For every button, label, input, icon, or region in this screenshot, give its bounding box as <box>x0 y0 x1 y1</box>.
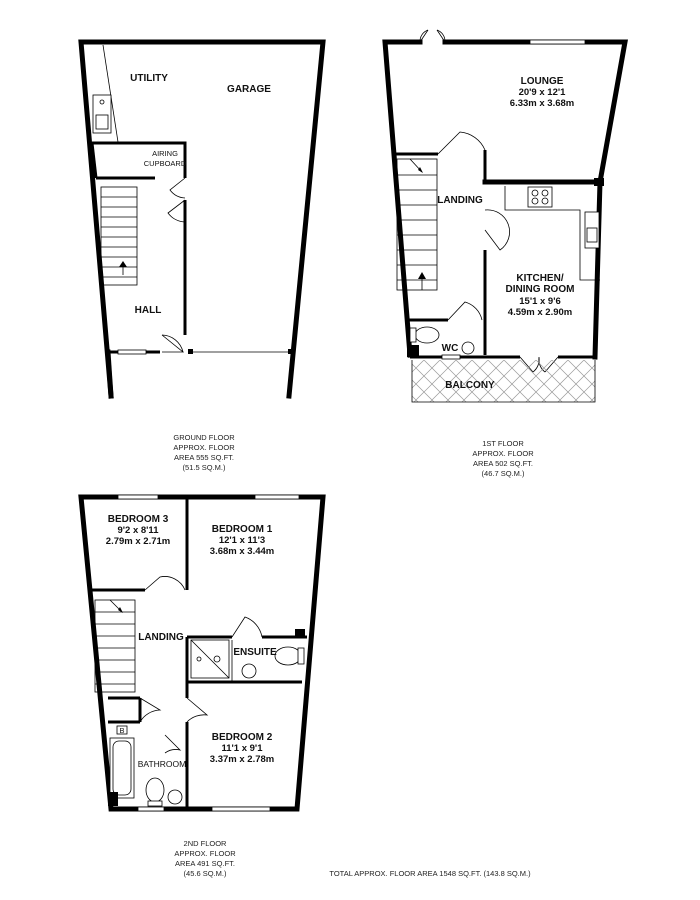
ensuite-basin <box>242 664 256 678</box>
wc-corner <box>407 345 419 357</box>
bedroom1-door <box>232 617 262 637</box>
kitchen-hob <box>528 187 552 207</box>
bedroom1-dims-metric: 3.68m x 3.44m <box>209 546 275 557</box>
first-top-right-wall <box>445 42 625 182</box>
ensuite-toilet <box>275 647 301 665</box>
kitchen-door <box>485 210 510 250</box>
ensuite-cistern <box>298 648 304 664</box>
lounge-window <box>530 40 585 44</box>
first-caption-line1: 1ST FLOOR <box>482 439 524 448</box>
second-floor-plan <box>81 495 323 878</box>
wc-window <box>442 355 460 359</box>
bathroom-label: BATHROOM <box>137 759 187 769</box>
first-floor-plan <box>385 30 625 478</box>
ground-caption-line1: GROUND FLOOR <box>173 433 235 442</box>
bedroom3-door <box>145 576 185 590</box>
bedroom3-label: BEDROOM 3 <box>107 514 169 525</box>
lounge-label: LOUNGE <box>520 76 564 87</box>
kitchen-dims-imperial: 15'1 x 9'6 <box>519 296 561 307</box>
airing-label-line1: AIRING <box>152 149 178 158</box>
lounge-dims-metric: 6.33m x 3.68m <box>509 98 575 109</box>
ensuite-label: ENSUITE <box>233 647 277 658</box>
lounge-dims-imperial: 20'9 x 12'1 <box>518 87 566 98</box>
first-caption-line4: (46.7 SQ.M.) <box>481 469 525 478</box>
bathroom-door <box>140 698 160 722</box>
ground-caption-line4: (51.5 SQ.M.) <box>182 463 226 472</box>
ground-stairs <box>101 187 137 285</box>
bedroom1-window <box>255 495 299 499</box>
bedroom1-corner <box>295 629 305 637</box>
bedroom2-door <box>187 698 207 722</box>
lounge-french-doors <box>420 30 445 42</box>
ground-outer-wall <box>81 42 323 396</box>
wc-door <box>448 302 482 320</box>
kitchen-sink-bowl <box>587 228 597 242</box>
second-floor-caption <box>174 839 236 878</box>
bedroom1-dims-imperial: 12'1 x 11'3 <box>218 535 266 546</box>
wc-label: WC <box>441 343 459 354</box>
ground-caption-line3: AREA 555 SQ.FT. <box>173 453 235 462</box>
bedroom3-dims-metric: 2.79m x 2.71m <box>105 536 171 547</box>
first-caption-line3: AREA 502 SQ.FT. <box>472 459 534 468</box>
ground-caption-line2: APPROX. FLOOR <box>173 443 235 452</box>
second-caption-line2: APPROX. FLOOR <box>174 849 236 858</box>
hall-label: HALL <box>134 305 162 316</box>
wc-toilet <box>415 327 439 343</box>
bathroom-toilet <box>146 778 164 802</box>
garage-door-post-right <box>288 349 293 354</box>
bedroom3-window <box>118 495 158 499</box>
garage-door-post-left <box>188 349 193 354</box>
kitchen-right-wall <box>595 182 600 357</box>
kitchen-dims-metric: 4.59m x 2.90m <box>507 307 573 318</box>
garage-door-swing <box>168 200 185 222</box>
wc-cistern <box>410 328 416 342</box>
bathroom-corner <box>108 792 118 806</box>
airing-cupboard-door <box>170 178 185 198</box>
balcony-label: BALCONY <box>445 380 495 391</box>
bathroom-basin <box>168 790 182 804</box>
kitchen-label-line1: KITCHEN/ <box>516 273 564 284</box>
second-landing-label: LANDING <box>138 632 184 643</box>
utility-label: UTILITY <box>130 73 168 84</box>
hall-window <box>118 350 146 354</box>
balcony-area <box>412 360 595 402</box>
bedroom2-dims-imperial: 11'1 x 9'1 <box>221 743 263 754</box>
second-caption-line3: AREA 491 SQ.FT. <box>174 859 236 868</box>
bathroom-cistern <box>148 801 162 806</box>
ground-left-lower-wall <box>108 352 111 396</box>
garage-label: GARAGE <box>227 84 271 95</box>
bathroom-window <box>138 807 164 811</box>
ground-floor-caption <box>173 433 235 472</box>
boiler-label: B <box>119 726 125 735</box>
second-stairs <box>95 600 135 692</box>
ground-floor-plan <box>81 42 323 472</box>
bedroom1-label: BEDROOM 1 <box>211 524 273 535</box>
second-caption-line1: 2ND FLOOR <box>183 839 227 848</box>
kitchen-corner <box>594 178 604 186</box>
kitchen-label-line2: DINING ROOM <box>505 284 575 295</box>
bedroom3-dims-imperial: 9'2 x 8'11 <box>117 525 159 536</box>
bedroom2-window <box>212 807 270 811</box>
second-caption-line4: (45.6 SQ.M.) <box>183 869 227 878</box>
utility-sink-bowl <box>96 115 108 129</box>
airing-label-line2: CUPBOARD <box>143 159 187 168</box>
landing-lounge-door <box>438 132 485 154</box>
first-landing-label: LANDING <box>437 195 483 206</box>
wc-basin <box>462 342 474 354</box>
first-caption-line2: APPROX. FLOOR <box>472 449 534 458</box>
bedroom2-dims-metric: 3.37m x 2.78m <box>209 754 275 765</box>
first-floor-caption <box>472 439 534 478</box>
bathroom-inner-door <box>165 735 180 753</box>
total-floor-area: TOTAL APPROX. FLOOR AREA 1548 SQ.FT. (143.8 SQ.M.) <box>329 869 531 878</box>
bath-inner <box>113 741 131 795</box>
bedroom2-label: BEDROOM 2 <box>211 732 273 743</box>
first-left-wall <box>385 42 420 355</box>
